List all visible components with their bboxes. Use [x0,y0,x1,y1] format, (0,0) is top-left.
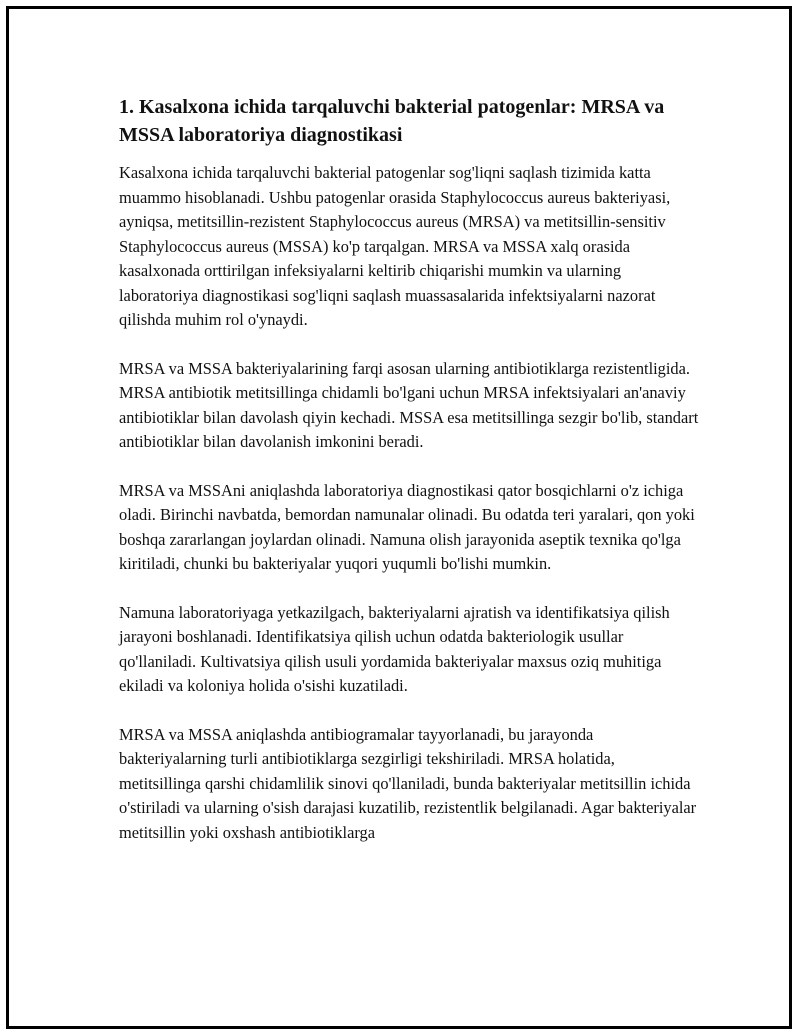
paragraph-5: MRSA va MSSA aniqlashda antibiogramalar tayyorlanadi, bu jarayonda bakteriyalarning turli antibiotiklarga sezgirligi tekshiriladi. MRSA holatida, metitsillinga qarshi chidamlilik sinovi qo'llaniladi, bunda bakteriyalar metitsillin ichida o'stiriladi va ularning o'sish darajasi kuzatilib, rezistentlik belgilanadi. Agar bakteriyalar metitsillin yoki oxshash antibiotiklarga [119,724,697,842]
page-frame [6,6,792,1029]
paragraph-4: Namuna laboratoriyaga yetkazilgach, bakteriyalarni ajratish va identifikatsiya qilish jarayoni boshlanadi. Identifikatsiya qilish uchun odatda bakteriologik usullar qo'llaniladi. Kultivatsiya qilish usuli yordamida bakteriyalar maxsus oziq muhitiga ekiladi va koloniya holida o'sishi kuzatiladi. [119,602,670,695]
section-heading: 1. Kasalxona ichida tarqaluvchi bakterial patogenlar: MRSA va MSSA laboratoriya diagnostikasi [119,96,665,146]
paragraph-3: MRSA va MSSAni aniqlashda laboratoriya diagnostikasi qator bosqichlarni o'z ichiga oladi. Birinchi navbatda, bemordan namunalar olinadi. Bu odatda teri yaralari, qon yoki boshqa zararlangan joylardan olinadi. Namuna olish jarayonida aseptik texnika qo'lga kiritiladi, chunki bu bakteriyalar yuqori yuqumli bo'lishi mumkin. [119,480,695,573]
paragraph-2: MRSA va MSSA bakteriyalarining farqi asosan ularning antibiotiklarga rezistentligida. MRSA antibiotik metitsillinga chidamli bo'lgani uchun MRSA infektsiyalari an'anaviy antibiotiklar bilan davolash qiyin kechadi. MSSA esa metitsillinga sezgir bo'lib, standart antibiotiklar bilan davolanish imkonini beradi. [119,358,699,451]
document-body [119,93,699,869]
paragraph-1: Kasalxona ichida tarqaluvchi bakterial patogenlar sog'liqni saqlash tizimida katta muammo hisoblanadi. Ushbu patogenlar orasida Staphylococcus aureus bakteriyasi, ayniqsa, metitsillin-rezistent Staphylococcus aureus (MRSA) va metitsillin-sensitiv Staphylococcus aureus (MSSA) ko'p tarqalgan. MRSA va MSSA xalq orasida kasalxonada orttirilgan infeksiyalarni keltirib chiqarishi mumkin va ularning laboratoriya diagnostikasi sog'liqni saqlash muassasalarida infektsiyalarni nazorat qilishda muhim rol o'ynaydi. [119,163,671,329]
